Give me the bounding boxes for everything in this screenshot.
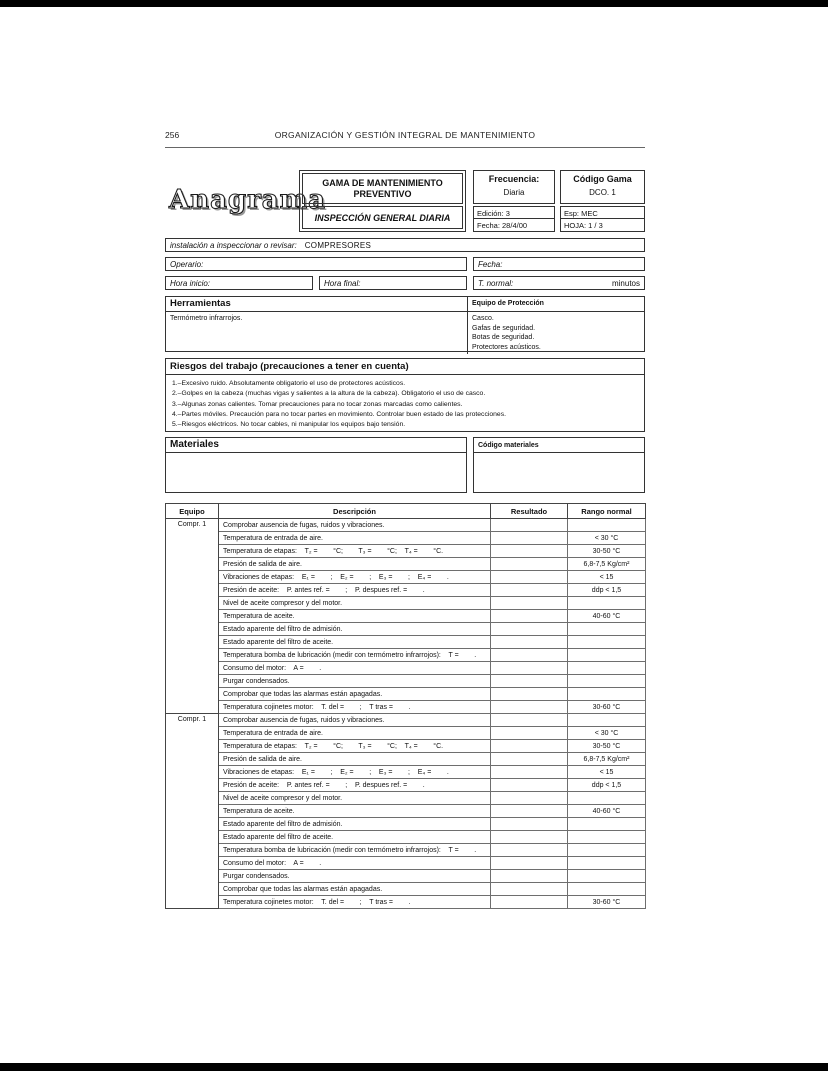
page-number: 256 bbox=[165, 130, 180, 140]
rango-normal-cell: 6,8-7,5 Kg/cm² bbox=[568, 753, 646, 766]
descripcion-cell: Presión de salida de aire. bbox=[219, 558, 491, 571]
rango-normal-cell bbox=[568, 857, 646, 870]
codigo-materiales-title: Código materiales bbox=[474, 438, 644, 453]
codigo-gama-label: Código Gama bbox=[573, 174, 632, 184]
resultado-cell bbox=[491, 545, 568, 558]
descripcion-cell: Estado aparente del filtro de aceite. bbox=[219, 636, 491, 649]
rango-normal-cell: 40-60 °C bbox=[568, 805, 646, 818]
table-row bbox=[166, 727, 646, 740]
rango-normal-cell bbox=[568, 597, 646, 610]
descripcion-cell: Temperatura bomba de lubricación (medir con termómetro infrarrojos): T = . bbox=[219, 844, 491, 857]
descripcion-cell: Temperatura de aceite. bbox=[219, 610, 491, 623]
descripcion-cell: Comprobar ausencia de fugas, ruidos y vibraciones. bbox=[219, 714, 491, 727]
resultado-cell bbox=[491, 675, 568, 688]
table-row bbox=[166, 610, 646, 623]
rango-normal-cell bbox=[568, 831, 646, 844]
table-row bbox=[166, 688, 646, 701]
rango-normal-cell: < 30 °C bbox=[568, 532, 646, 545]
resultado-cell bbox=[491, 714, 568, 727]
table-row bbox=[166, 649, 646, 662]
inspection-table bbox=[165, 503, 646, 909]
rango-normal-cell bbox=[568, 883, 646, 896]
operario-field bbox=[165, 257, 467, 271]
resultado-cell bbox=[491, 558, 568, 571]
form-header bbox=[165, 170, 645, 232]
rango-normal-cell: 30-50 °C bbox=[568, 740, 646, 753]
resultado-cell bbox=[491, 779, 568, 792]
riesgos-title: Riesgos del trabajo (precauciones a tener en cuenta) bbox=[166, 359, 644, 375]
descripcion-cell: Estado aparente del filtro de admisión. bbox=[219, 623, 491, 636]
descripcion-cell: Nivel de aceite compresor y del motor. bbox=[219, 597, 491, 610]
resultado-cell bbox=[491, 870, 568, 883]
instalacion-label: instalación a inspeccionar o revisar: bbox=[170, 240, 297, 250]
resultado-cell bbox=[491, 610, 568, 623]
table-row bbox=[166, 675, 646, 688]
descripcion-cell: Temperatura de entrada de aire. bbox=[219, 532, 491, 545]
resultado-cell bbox=[491, 727, 568, 740]
resultado-cell bbox=[491, 831, 568, 844]
riesgos-list bbox=[166, 375, 644, 434]
rango-normal-cell bbox=[568, 662, 646, 675]
herramientas-title: Herramientas bbox=[166, 297, 467, 312]
descripcion-cell: Estado aparente del filtro de admisión. bbox=[219, 818, 491, 831]
riesgos-section bbox=[165, 358, 645, 432]
table-row bbox=[166, 636, 646, 649]
rango-normal-cell bbox=[568, 675, 646, 688]
riesgo-item: 1.–Excesivo ruido. Absolutamente obligatorio el uso de protectores acústicos. bbox=[172, 380, 406, 387]
rango-normal-cell bbox=[568, 636, 646, 649]
rango-normal-cell: < 30 °C bbox=[568, 727, 646, 740]
col-header-resultado: Resultado bbox=[491, 504, 568, 519]
descripcion-cell: Consumo del motor: A = . bbox=[219, 857, 491, 870]
rango-normal-cell: ddp < 1,5 bbox=[568, 779, 646, 792]
frecuencia-label: Frecuencia: bbox=[488, 174, 540, 184]
col-header-rango: Rango normal bbox=[568, 504, 646, 519]
descripcion-cell: Temperatura de entrada de aire. bbox=[219, 727, 491, 740]
col-header-equipo: Equipo bbox=[166, 504, 219, 519]
header-rule bbox=[165, 147, 645, 148]
table-row bbox=[166, 818, 646, 831]
form-title-box bbox=[299, 170, 466, 232]
instalacion-field bbox=[165, 238, 645, 252]
scan-edge-bottom bbox=[0, 1063, 828, 1071]
resultado-cell bbox=[491, 688, 568, 701]
rango-normal-cell: 30-60 °C bbox=[568, 701, 646, 714]
table-row bbox=[166, 597, 646, 610]
proteccion-item: Casco. bbox=[472, 315, 494, 322]
codigo-gama-box bbox=[560, 170, 645, 204]
resultado-cell bbox=[491, 532, 568, 545]
operario-fecha-row bbox=[165, 257, 645, 271]
proteccion-item: Botas de seguridad. bbox=[472, 334, 535, 341]
table-row bbox=[166, 779, 646, 792]
t-normal-label: T. normal: bbox=[478, 278, 514, 288]
riesgo-item: 3.–Algunas zonas calientes. Tomar precauciones para no tocar zonas marcadas como calientes. bbox=[172, 400, 463, 408]
table-header-row bbox=[166, 504, 646, 519]
table-row bbox=[166, 766, 646, 779]
resultado-cell bbox=[491, 857, 568, 870]
table-row bbox=[166, 545, 646, 558]
materiales-title: Materiales bbox=[166, 438, 466, 453]
table-row bbox=[166, 753, 646, 766]
descripcion-cell: Temperatura cojinetes motor: T. del = ; T tras = . bbox=[219, 896, 491, 909]
resultado-cell bbox=[491, 753, 568, 766]
frecuencia-box bbox=[473, 170, 555, 204]
equipo-proteccion-title: Equipo de Protección bbox=[467, 297, 644, 312]
table-row bbox=[166, 792, 646, 805]
resultado-cell bbox=[491, 792, 568, 805]
table-row bbox=[166, 532, 646, 545]
operario-label: Operario: bbox=[170, 259, 204, 269]
descripcion-cell: Temperatura de aceite. bbox=[219, 805, 491, 818]
descripcion-cell: Temperatura de etapas: T₂ = °C; T₃ = °C; T₄ = °C. bbox=[219, 740, 491, 753]
form-title: GAMA DE MANTENIMIENTO PREVENTIVO bbox=[302, 173, 463, 204]
resultado-cell bbox=[491, 883, 568, 896]
resultado-cell bbox=[491, 896, 568, 909]
running-head bbox=[165, 128, 645, 142]
table-row bbox=[166, 805, 646, 818]
t-normal-field bbox=[473, 276, 645, 290]
form-meta bbox=[473, 170, 645, 232]
anagrama-logo: Anagrama bbox=[169, 185, 327, 215]
horas-row bbox=[165, 276, 645, 290]
table-row bbox=[166, 558, 646, 571]
equipo-proteccion-items bbox=[467, 312, 644, 354]
edicion-cell: Edición: 3 bbox=[474, 207, 554, 219]
resultado-cell bbox=[491, 662, 568, 675]
descripcion-cell: Temperatura bomba de lubricación (medir con termómetro infrarrojos): T = . bbox=[219, 649, 491, 662]
rango-normal-cell bbox=[568, 688, 646, 701]
book-header-title: ORGANIZACIÓN Y GESTIÓN INTEGRAL DE MANTENIMIENTO bbox=[274, 130, 536, 140]
hora-inicio-field bbox=[165, 276, 313, 290]
descripcion-cell: Consumo del motor: A = . bbox=[219, 662, 491, 675]
resultado-cell bbox=[491, 597, 568, 610]
equipo-cell: Compr. 1 bbox=[166, 519, 219, 714]
instalacion-value: COMPRESORES bbox=[304, 240, 372, 250]
hora-final-field bbox=[319, 276, 467, 290]
table-row bbox=[166, 519, 646, 532]
table-row bbox=[166, 870, 646, 883]
descripcion-cell: Vibraciones de etapas: E₁ = ; E₂ = ; E₃ = ; E₄ = . bbox=[219, 571, 491, 584]
form-subtitle: INSPECCIÓN GENERAL DIARIA bbox=[302, 206, 463, 229]
descripcion-cell: Comprobar que todas las alarmas están apagadas. bbox=[219, 688, 491, 701]
descripcion-cell: Comprobar ausencia de fugas, ruidos y vibraciones. bbox=[219, 519, 491, 532]
resultado-cell bbox=[491, 623, 568, 636]
rango-normal-cell: < 15 bbox=[568, 766, 646, 779]
resultado-cell bbox=[491, 519, 568, 532]
materiales-section bbox=[165, 437, 645, 493]
edicion-fecha-box bbox=[473, 206, 555, 232]
table-row bbox=[166, 740, 646, 753]
scan-edge-top bbox=[0, 0, 828, 7]
descripcion-cell: Temperatura de etapas: T₂ = °C; T₃ = °C; T₄ = °C. bbox=[219, 545, 491, 558]
riesgo-item: 5.–Riesgos eléctricos. No tocar cables, ni manipular los equipos bajo tensión. bbox=[172, 421, 406, 429]
table-row bbox=[166, 662, 646, 675]
descripcion-cell: Presión de salida de aire. bbox=[219, 753, 491, 766]
rango-normal-cell bbox=[568, 818, 646, 831]
hoja-cell: HOJA: 1 / 3 bbox=[564, 220, 603, 230]
minutos-label: minutos bbox=[611, 278, 640, 288]
document-page bbox=[165, 128, 645, 909]
resultado-cell bbox=[491, 636, 568, 649]
descripcion-cell: Presión de aceite: P. antes ref. = ; P. despues ref. = . bbox=[219, 779, 491, 792]
resultado-cell bbox=[491, 805, 568, 818]
rango-normal-cell: < 15 bbox=[568, 571, 646, 584]
resultado-cell bbox=[491, 584, 568, 597]
materiales-box bbox=[165, 437, 467, 493]
rango-normal-cell: 30-50 °C bbox=[568, 545, 646, 558]
inspection-table-body bbox=[166, 519, 646, 909]
rango-normal-cell: 6,8-7,5 Kg/cm² bbox=[568, 558, 646, 571]
frecuencia-value: Diaria bbox=[503, 188, 525, 197]
descripcion-cell: Nivel de aceite compresor y del motor. bbox=[219, 792, 491, 805]
rango-normal-cell bbox=[568, 792, 646, 805]
hora-final-label: Hora final: bbox=[324, 278, 361, 288]
resultado-cell bbox=[491, 844, 568, 857]
rango-normal-cell bbox=[568, 623, 646, 636]
rango-normal-cell: ddp < 1,5 bbox=[568, 584, 646, 597]
resultado-cell bbox=[491, 701, 568, 714]
table-row bbox=[166, 896, 646, 909]
esp-hoja-box bbox=[560, 206, 645, 232]
hora-inicio-label: Hora inicio: bbox=[170, 278, 211, 288]
table-row bbox=[166, 623, 646, 636]
rango-normal-cell: 40-60 °C bbox=[568, 610, 646, 623]
equipo-cell: Compr. 1 bbox=[166, 714, 219, 909]
descripcion-cell: Presión de aceite: P. antes ref. = ; P. despues ref. = . bbox=[219, 584, 491, 597]
descripcion-cell: Vibraciones de etapas: E₁ = ; E₂ = ; E₃ = ; E₄ = . bbox=[219, 766, 491, 779]
resultado-cell bbox=[491, 740, 568, 753]
herramientas-items: Termómetro infrarrojos. bbox=[170, 315, 243, 322]
rango-normal-cell bbox=[568, 649, 646, 662]
descripcion-cell: Purgar condensados. bbox=[219, 675, 491, 688]
resultado-cell bbox=[491, 766, 568, 779]
descripcion-cell: Purgar condensados. bbox=[219, 870, 491, 883]
fecha-label: Fecha: bbox=[478, 259, 503, 269]
fecha-field bbox=[473, 257, 645, 271]
herramientas-section bbox=[165, 296, 645, 352]
table-row bbox=[166, 883, 646, 896]
table-row bbox=[166, 857, 646, 870]
riesgo-item: 2.–Golpes en la cabeza (muchas vigas y salientes a la altura de la cabeza). Obligatorio el uso de casco. bbox=[172, 390, 486, 398]
table-row bbox=[166, 571, 646, 584]
proteccion-item: Protectores acústicos. bbox=[472, 343, 541, 351]
table-row bbox=[166, 844, 646, 857]
table-row bbox=[166, 831, 646, 844]
rango-normal-cell bbox=[568, 519, 646, 532]
riesgo-item: 4.–Partes móviles. Precaución para no tocar partes en movimiento. Controlar buen estado de las protecciones. bbox=[172, 410, 506, 418]
fecha-edicion-cell: Fecha: 28/4/00 bbox=[477, 220, 528, 230]
rango-normal-cell bbox=[568, 870, 646, 883]
table-row bbox=[166, 584, 646, 597]
col-header-descripcion: Descripción bbox=[219, 504, 491, 519]
rango-normal-cell: 30-60 °C bbox=[568, 896, 646, 909]
resultado-cell bbox=[491, 571, 568, 584]
resultado-cell bbox=[491, 818, 568, 831]
codigo-materiales-box bbox=[473, 437, 645, 493]
proteccion-item: Gafas de seguridad. bbox=[472, 324, 536, 332]
descripcion-cell: Comprobar que todas las alarmas están apagadas. bbox=[219, 883, 491, 896]
esp-cell: Esp: MEC bbox=[561, 207, 644, 219]
rango-normal-cell bbox=[568, 844, 646, 857]
table-row bbox=[166, 714, 646, 727]
rango-normal-cell bbox=[568, 714, 646, 727]
codigo-gama-value: DCO. 1 bbox=[589, 188, 616, 197]
descripcion-cell: Temperatura cojinetes motor: T. del = ; T tras = . bbox=[219, 701, 491, 714]
table-row bbox=[166, 701, 646, 714]
resultado-cell bbox=[491, 649, 568, 662]
descripcion-cell: Estado aparente del filtro de aceite. bbox=[219, 831, 491, 844]
